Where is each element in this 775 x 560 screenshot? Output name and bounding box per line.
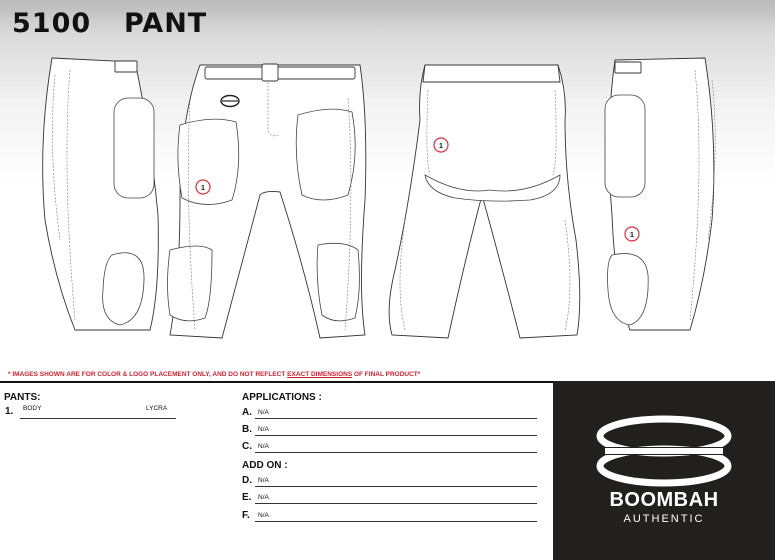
pants-item-material: LYCRA [146,405,168,412]
application-a-letter: A. [242,407,252,418]
add-on-e-letter: E. [242,492,252,503]
svg-text:1: 1 [630,232,634,239]
left-side-view [43,58,159,330]
svg-text:1: 1 [439,143,443,150]
add-on-d-letter: D. [242,475,252,486]
application-b-letter: B. [242,424,252,435]
application-c-line [255,452,537,453]
boombah-logo-icon [553,381,775,560]
back-view [389,65,580,338]
callout-front [196,180,210,194]
application-b-line [255,435,537,436]
application-b-value: N/A [258,426,269,433]
application-a-value: N/A [258,409,269,416]
pants-item-number: 1. [5,406,14,417]
application-a-line [255,418,537,419]
add-on-e-line [255,503,537,504]
add-on-d-value: N/A [258,477,269,484]
pants-item-line [20,418,176,419]
add-on-d-line [255,486,537,487]
application-c-letter: C. [242,441,252,452]
brand-tagline: AUTHENTIC [623,513,705,525]
add-on-f-line [255,521,537,522]
style-number: 5100 [12,8,92,39]
right-side-view [605,58,715,330]
front-view [168,64,366,338]
add-on-f-value: N/A [258,512,269,519]
svg-text:1: 1 [201,185,205,192]
pants-item-part: BODY [23,405,42,412]
add-on-heading: ADD ON : [242,460,288,471]
application-c-value: N/A [258,443,269,450]
add-on-e-value: N/A [258,494,269,501]
callout-back [434,138,448,152]
divider-rule [0,381,555,383]
add-on-f-letter: F. [242,510,250,521]
pants-heading: PANTS: [4,392,41,403]
callout-right-side [625,227,639,241]
product-name: PANT [124,8,208,39]
applications-heading: APPLICATIONS : [242,392,322,403]
disclaimer: * IMAGES SHOWN ARE FOR COLOR & LOGO PLACEMENT ONLY, AND DO NOT REFLECT EXACT DIMENSIONS OF FINAL PRODUCT* [8,371,421,378]
brand-name: BOOMBAH [609,489,719,511]
